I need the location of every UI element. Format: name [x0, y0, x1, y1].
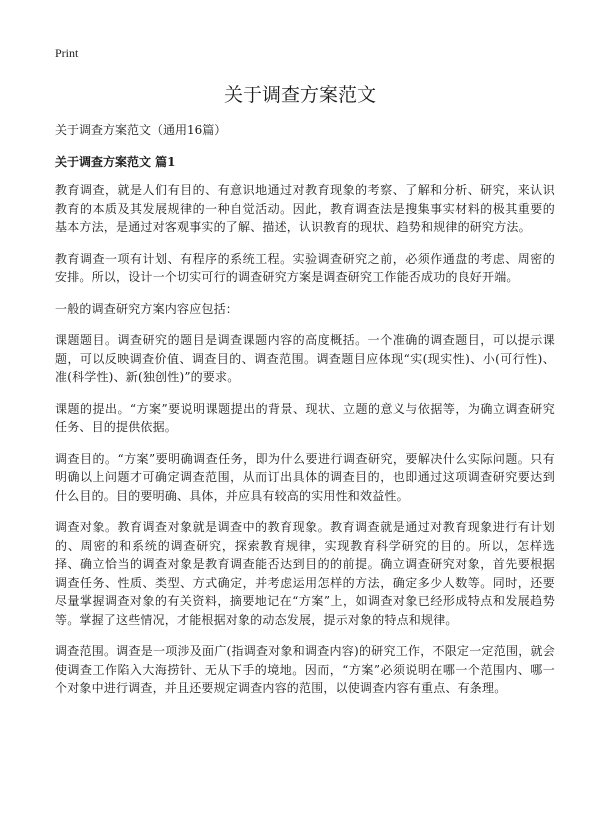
paragraph: 一般的调查研究方案内容应包括：	[55, 301, 239, 316]
document-subtitle: 关于调查方案范文（通用16篇）	[55, 123, 227, 137]
paragraph: 调查范围。调查是一项涉及面广(指调查对象和调查内容)的研究工作，不限定一定范围，就会使调查工作陷入大海捞针、无从下手的境地。因而，“方案”必须说明在哪一个范围内、哪一个对象中进行调查，并且还要规定调查内容的范围，以使调查内容有重点、有条理。	[55, 644, 555, 695]
document-body	[55, 121, 555, 711]
paragraph: 教育调查一项有计划、有程序的系统工程。实验调查研究之前，必须作通盘的考虑、周密的安排。所以，设计一个切实可行的调查研究方案是调查研究工作能否成功的良好开端。	[55, 251, 555, 284]
paragraph: 教育调查，就是人们有目的、有意识地通过对教育现象的考察、了解和分析、研究，来认识教育的本质及其发展规律的一种自觉活动。因此，教育调查法是搜集事实材料的极其重要的基本方法，是通过对客观事实的了解、描述，认识教育的现状、趋势和规律的研究方法。	[55, 183, 555, 234]
paragraph: 调查目的。“方案”要明确调查任务，即为什么要进行调查研究，要解决什么实际问题。只有明确以上问题才可确定调查范围，从而订出具体的调查目的，也即通过这项调查研究要达到什么目的。目的要明确、具体，并应具有较高的实用性和效益性。	[55, 451, 555, 503]
print-label: Print	[55, 46, 79, 60]
section-heading: 关于调查方案范文 篇1	[55, 155, 176, 169]
document-title: 关于调查方案范文	[223, 84, 376, 106]
paragraph: 课题题目。调查研究的题目是调查课题内容的高度概括。一个准确的调查题目，可以提示课题，可以反映调查价值、调查目的、调查范围。调查题目应体现“实(现实性)、小(可行性)、准(科学性)、新(独创性)”的要求。	[55, 333, 555, 384]
paragraph: 课题的提出。“方案”要说明课题提出的背景、现状、立题的意义与依据等，为确立调查研究任务、目的提供依据。	[55, 401, 555, 434]
paragraph: 调查对象。教育调查对象就是调查中的教育现象。教育调查就是通过对教育现象进行有计划的、周密的和系统的调查研究，探索教育规律，实现教育科学研究的目的。所以，怎样选择、确立恰当的调查对象是教育调查能否达到目的的前提。确立调查研究对象，首先要根据调查任务、性质、类型、方式确定，并考虑运用怎样的方法，确定多少人数等。同时，还要尽量掌握调查对象的有关资料，摘要地记在“方案”上，如调查对象已经形成特点和发展趋势等。掌握了这些情况，才能根据对象的动态发展，提示对象的特点和规律。	[55, 520, 555, 627]
